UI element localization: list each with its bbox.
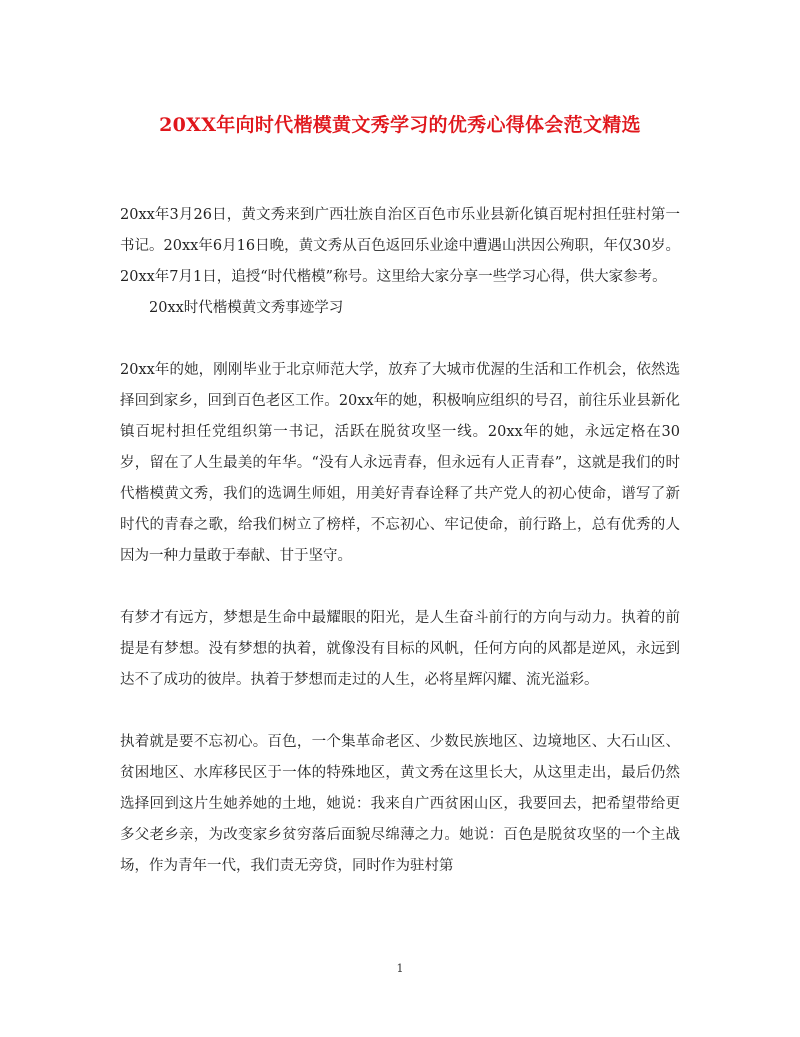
intro-paragraph: 20xx年3月26日，黄文秀来到广西壮族自治区百色市乐业县新化镇百坭村担任驻村第一书记。20xx年6月16日晚，黄文秀从百色返回乐业途中遭遇山洪因公殉职，年仅30岁。20xx年7月1日，追授“时代楷模”称号。这里给大家分享一些学习心得，供大家参考。: [120, 207, 680, 285]
paragraph-spacer: [120, 324, 680, 355]
body-paragraph-1: 20xx年的她，刚刚毕业于北京师范大学，放弃了大城市优渥的生活和工作机会，依然选择回到家乡，回到百色老区工作。20xx年的她，积极响应组织的号召，前往乐业县新化镇百坭村担任党组织第一书记，活跃在脱贫攻坚一线。20xx年的她，永远定格在30岁，留在了人生最美的年华。“没有人永远青春，但永远有人正青春”，这就是我们的时代楷模黄文秀，我们的选调生师姐，用美好青春诠释了共产党人的初心使命，谱写了新时代的青春之歌，给我们树立了榜样，不忘初心、牢记使命，前行路上，总有优秀的人因为一种力量敢于奉献、甘于坚守。: [120, 362, 680, 564]
page-number: 1: [396, 962, 404, 975]
section-subheading: 20xx时代楷模黄文秀事迹学习: [149, 300, 344, 316]
document-body: [120, 200, 680, 882]
paragraph-spacer: [120, 572, 680, 603]
paragraph-spacer: [120, 696, 680, 727]
body-paragraph-2: 有梦才有远方，梦想是生命中最耀眼的阳光，是人生奋斗前行的方向与动力。执着的前提是有梦想。没有梦想的执着，就像没有目标的风帆，任何方向的风都是逆风，永远到达不了成功的彼岸。执着于梦想而走过的人生，必将星辉闪耀、流光溢彩。: [120, 610, 680, 688]
document-title: 20XX年向时代楷模黄文秀学习的优秀心得体会范文精选: [159, 114, 641, 136]
body-paragraph-3: 执着就是要不忘初心。百色，一个集革命老区、少数民族地区、边境地区、大石山区、贫困地区、水库移民区于一体的特殊地区，黄文秀在这里长大，从这里走出，最后仍然选择回到这片生她养她的土地，她说：我来自广西贫困山区，我要回去，把希望带给更多父老乡亲，为改变家乡贫穷落后面貌尽绵薄之力。她说：百色是脱贫攻坚的一个主战场，作为青年一代，我们责无旁贷，同时作为驻村第: [120, 734, 680, 874]
